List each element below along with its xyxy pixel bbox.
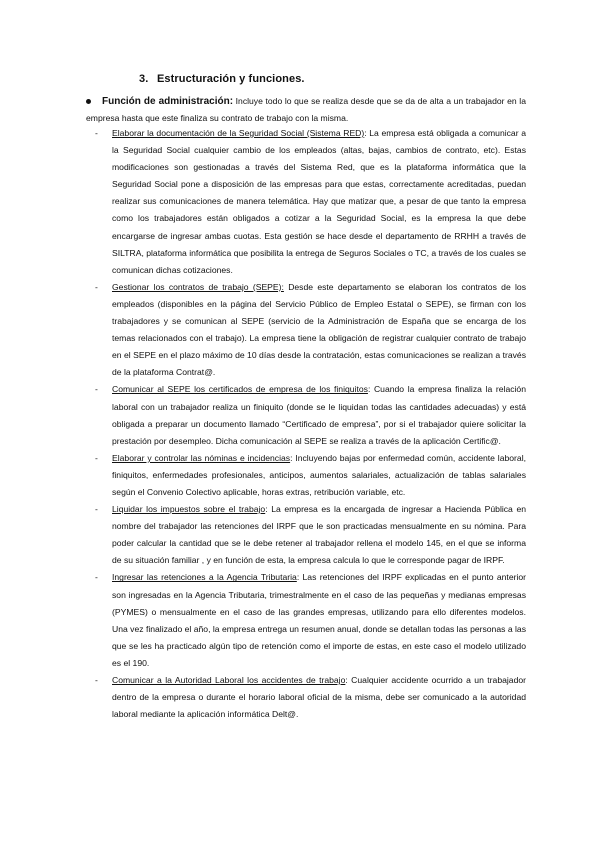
item-title: Liquidar los impuestos sobre el trabajo: [112, 504, 266, 515]
dash-bullet-icon: -: [95, 504, 98, 515]
item-text: : Incluyendo bajas por enfermedad común, accidente laboral, finiquitos, enfermedades profesionales, anticipos, aumentos salariales, actualización de tablas salariales según el Convenio Colectivo aplicable, horas extras, retribución variable, etc.: [112, 452, 526, 497]
dash-bullet-icon: -: [95, 281, 98, 292]
section-heading: [139, 73, 305, 85]
list-item: [95, 125, 526, 279]
bullet-paragraph: [86, 93, 526, 127]
list-item: [95, 450, 526, 501]
dash-bullet-icon: -: [95, 572, 98, 583]
bullet-description: Incluye todo lo que se realiza desde que se da de alta a un trabajador en la empresa hasta que este finaliza su contrato de trabajo con la misma.: [86, 96, 526, 124]
list-item: [95, 672, 526, 723]
item-title: Comunicar al SEPE los certificados de empresa de los finiquitos: [112, 384, 368, 395]
task-list: [95, 125, 527, 723]
bullet-title: Función de administración:: [102, 96, 234, 107]
item-title: Comunicar a la Autoridad Laboral los accidentes de trabajo: [112, 675, 346, 685]
dash-bullet-icon: -: [95, 452, 98, 463]
item-title: Elaborar la documentación de la Seguridad Social (Sistema RED): [112, 128, 365, 138]
item-text: : Cuando la empresa finaliza la relación laboral con un trabajador realiza un finiquito (donde se le liquidan todas las cantidades adecuadas) y está obligada a preparar un documento llamado “Certificado de empresa”, por si el trabajador quiere solicitar la prestación por desempleo. Dicha comunicación al SEPE se realiza a través de la aplicación Certific@.: [112, 384, 526, 446]
list-item: [95, 569, 527, 672]
section-number: 3.: [139, 73, 149, 85]
dash-bullet-icon: -: [95, 384, 98, 395]
item-text: Desde este departamento se elaboran los contratos de los empleados (disponibles en la página del Servicio Público de Empleo Estatal o SEPE), se firman con los trabajadores y se comunican al SEPE (servicio de la Administración de España que se encarga de los temas relacionados con el trabajo). La empresa tiene la obligación de registrar cualquier contrato de trabajo en el SEPE en el plazo máximo de 10 días desde la contratación, estas comunicaciones se realizan a través de la plataforma Contrat@.: [112, 281, 526, 378]
item-title: Elaborar y controlar las nóminas e incidencias: [112, 452, 291, 463]
dash-bullet-icon: -: [95, 675, 98, 685]
list-item: [95, 501, 526, 569]
list-item: [95, 279, 526, 382]
bullet-dot-icon: [86, 99, 91, 104]
item-text: : La empresa está obligada a comunicar a la Seguridad Social cualquier cambio de los empleados (altas, bajas, cambios de contrato, etc). Estas modificaciones son gestionadas a través del Sistema Red, que es la plataforma informática que la Seguridad Social pone a disposición de las empresas para que estas, correctamente acreditadas, puedan realizar sus comunicaciones de manera telemática. Hay que matizar que, a pesar de que tanto la empresa como los trabajadores están obligados a cotizar a la Seguridad Social, es la empresa la que debe encargarse de ingresar ambas cuotas. Esta gestión se hace desde el departamento de RRHH a través de SILTRA, plataforma informática que posibilita la entrega de Seguros Sociales o TC, a través de los cuales se comunican dichas cotizaciones.: [112, 128, 526, 275]
list-item: [95, 381, 526, 449]
item-text: : Cualquier accidente ocurrido a un trabajador dentro de la empresa o durante el horario laboral oficial de la misma, debe ser comunicado a la autoridad laboral mediante la aplicación informática Delt@.: [112, 675, 526, 720]
administration-function-bullet: [86, 93, 526, 127]
dash-bullet-icon: -: [95, 128, 98, 138]
item-text: : La empresa es la encargada de ingresar a Hacienda Pública en nombre del trabajador las retenciones del IRPF que le son practicadas mensualmente en su nómina. Para poder calcular la cantidad que se le debe retener al trabajador rellena el modelo 145, en el que se informa de su situación familiar , y en función de esta, la empresa calcula lo que le corresponde pagar de IRPF.: [112, 504, 526, 566]
item-text: : Las retenciones del IRPF explicadas en el punto anterior son ingresadas en la Agencia Tributaria, trimestralmente en el caso de las pequeñas y medianas empresas (PYMES) o mensualmente en el caso de las grandes empresas, utilizando para ello diferentes modelos. Una vez finalizado el año, la empresa entrega un resumen anual, donde se detallan todas las personas a las que se les ha practicado algún tipo de retención como el importe de estas, en este caso el modelo utilizado es el 190.: [112, 572, 527, 668]
item-title: Gestionar los contratos de trabajo (SEPE):: [112, 281, 284, 292]
section-title: Estructuración y funciones.: [157, 73, 305, 85]
item-title: Ingresar las retenciones a la Agencia Tributaria: [112, 572, 297, 583]
